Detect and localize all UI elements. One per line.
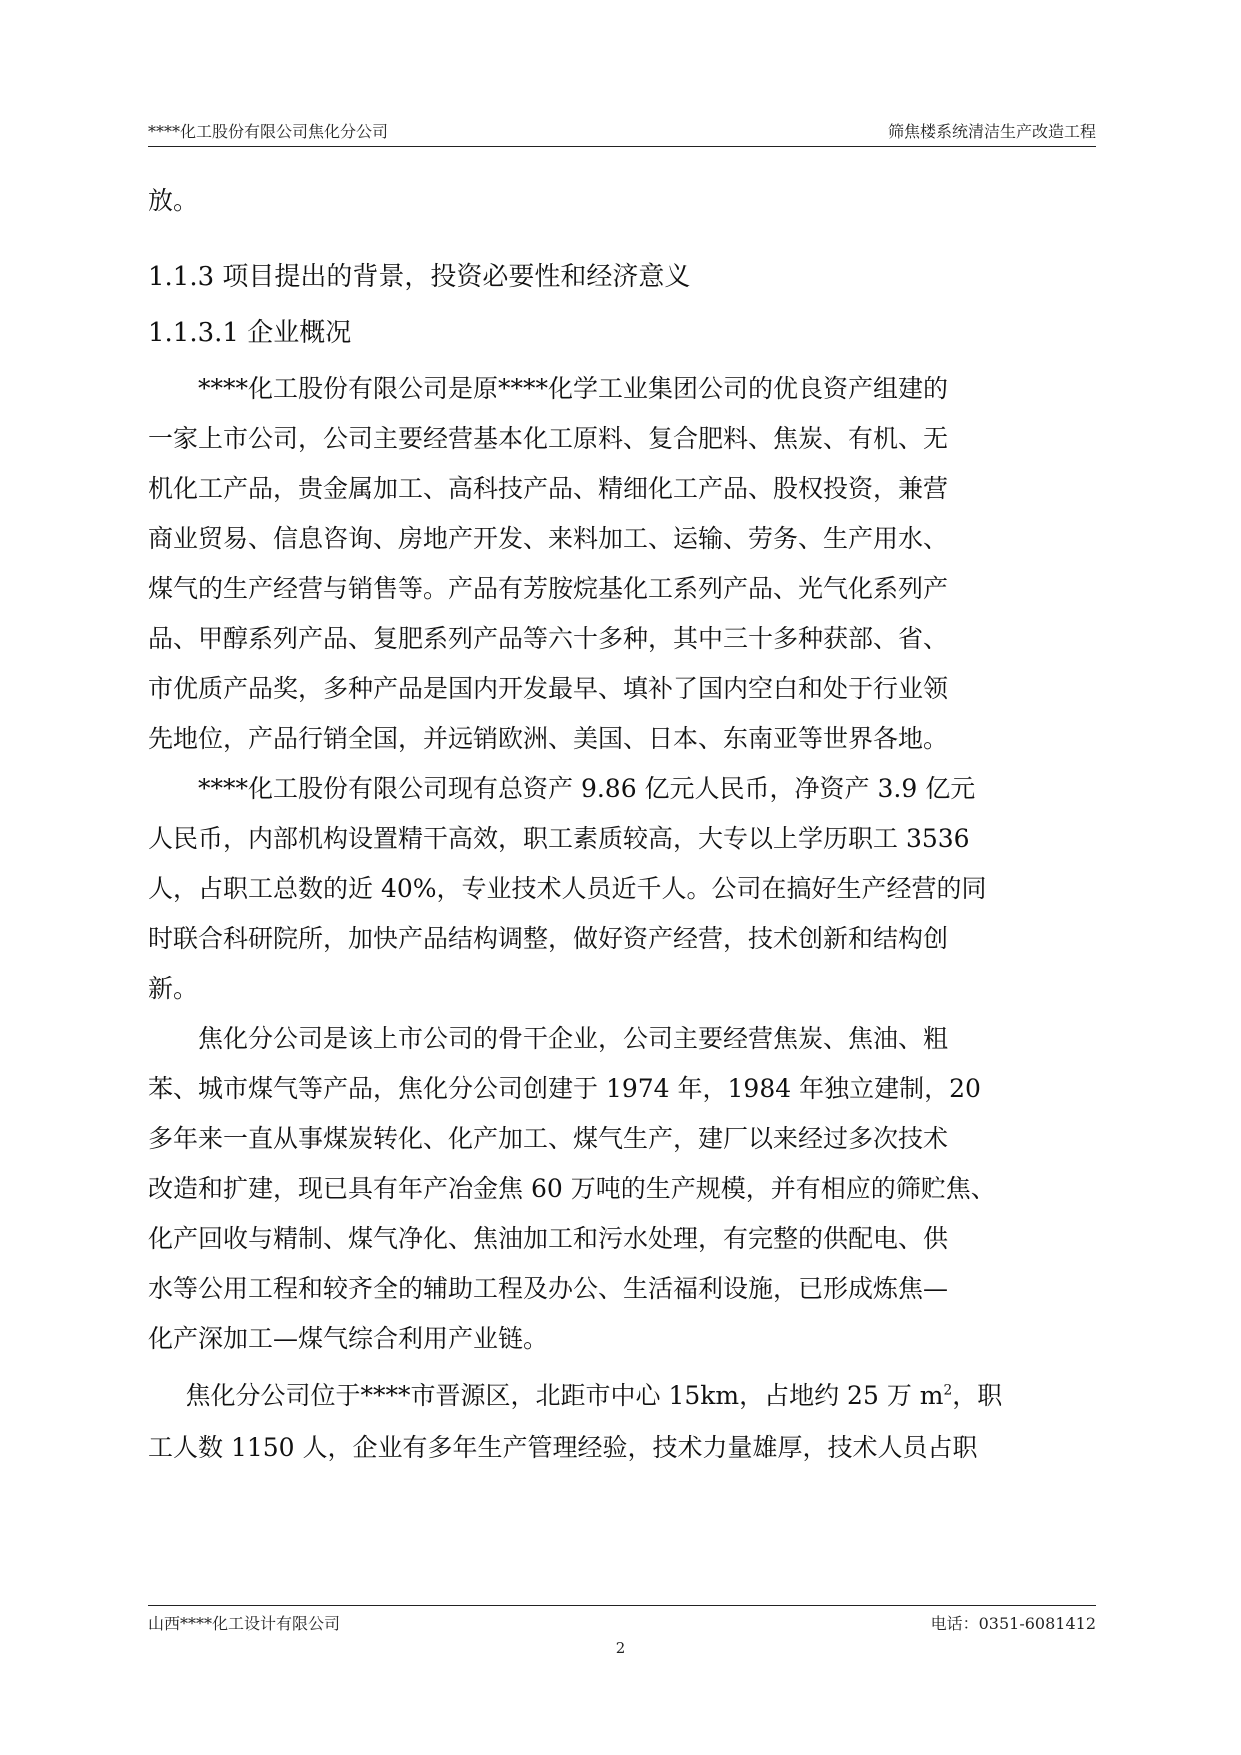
superscript: 2 <box>943 1382 953 1399</box>
text-line: 先地位，产品行销全国，并远销欧洲、美国、日本、东南亚等世界各地。 <box>148 724 949 753</box>
text-line: 水等公用工程和较齐全的辅助工程及办公、生活福利设施，已形成炼焦— <box>148 1274 949 1303</box>
page-header <box>148 119 1096 143</box>
paragraph-company-overview <box>148 364 1096 764</box>
text-line: 人，占职工总数的近 40%，专业技术人员近千人。公司在搞好生产经营的同 <box>148 874 987 903</box>
text-segment: ，职 <box>952 1381 1003 1410</box>
paragraph-location <box>148 1370 1096 1474</box>
text-line: 苯、城市煤气等产品，焦化分公司创建于 1974 年，1984 年独立建制，20 <box>148 1074 981 1103</box>
footer-design-company: 山西****化工设计有限公司 <box>148 1614 341 1633</box>
text-line: 时联合科研院所，加快产品结构调整，做好资产经营，技术创新和结构创 <box>148 924 949 953</box>
text-line: 焦化分公司是该上市公司的骨干企业，公司主要经营焦炭、焦油、粗 <box>198 1024 949 1053</box>
text-line: 人民币，内部机构设置精干高效，职工素质较高，大专以上学历职工 3536 <box>148 824 970 853</box>
text-line: 机化工产品，贵金属加工、高科技产品、精细化工产品、股权投资，兼营 <box>148 474 949 503</box>
text-line: ****化工股份有限公司是原****化学工业集团公司的优良资产组建的 <box>198 374 949 403</box>
footer-rule <box>148 1605 1096 1606</box>
text-line: 新。 <box>148 974 199 1003</box>
header-company: ****化工股份有限公司焦化分公司 <box>148 122 389 141</box>
text-line: 多年来一直从事煤炭转化、化产加工、煤气生产，建厂以来经过多次技术 <box>148 1124 949 1153</box>
footer-phone: 电话：0351-6081412 <box>930 1614 1096 1633</box>
header-rule <box>148 146 1096 147</box>
text-line: 改造和扩建，现已具有年产冶金焦 60 万吨的生产规模，并有相应的筛贮焦、 <box>148 1174 996 1203</box>
document-body <box>148 176 1096 1474</box>
text-line <box>148 1370 1096 1422</box>
text-segment: 焦化分公司位于****市晋源区，北距市中心 15km，占地约 25 万 m <box>185 1381 944 1410</box>
section-heading-1-1-3-1: 1.1.3.1 企业概况 <box>148 318 352 348</box>
text-line: 市优质产品奖，多种产品是国内开发最早、填补了国内空白和处于行业领 <box>148 674 949 703</box>
text-line: 化产回收与精制、煤气净化、焦油加工和污水处理，有完整的供配电、供 <box>148 1224 949 1253</box>
paragraph-company-assets <box>148 764 1096 1014</box>
text-line: 一家上市公司，公司主要经营基本化工原料、复合肥料、焦炭、有机、无 <box>148 424 949 453</box>
section-heading-1-1-3: 1.1.3 项目提出的背景，投资必要性和经济意义 <box>148 262 691 292</box>
header-project-title: 筛焦楼系统清洁生产改造工程 <box>887 122 1096 141</box>
text-line: 化产深加工—煤气综合利用产业链。 <box>148 1324 549 1353</box>
page-number: 2 <box>615 1639 626 1657</box>
text-line: 工人数 1150 人，企业有多年生产管理经验，技术力量雄厚，技术人员占职 <box>148 1433 978 1462</box>
text-line: 品、甲醇系列产品、复肥系列产品等六十多种，其中三十多种获部、省、 <box>148 624 949 653</box>
continued-text: 放。 <box>148 186 199 215</box>
page-footer <box>148 1611 1096 1635</box>
text-line: ****化工股份有限公司现有总资产 9.86 亿元人民币，净资产 3.9 亿元 <box>198 774 976 803</box>
text-line: 商业贸易、信息咨询、房地产开发、来料加工、运输、劳务、生产用水、 <box>148 524 949 553</box>
text-line: 煤气的生产经营与销售等。产品有芳胺烷基化工系列产品、光气化系列产 <box>148 574 949 603</box>
paragraph-coking-branch <box>148 1014 1096 1364</box>
